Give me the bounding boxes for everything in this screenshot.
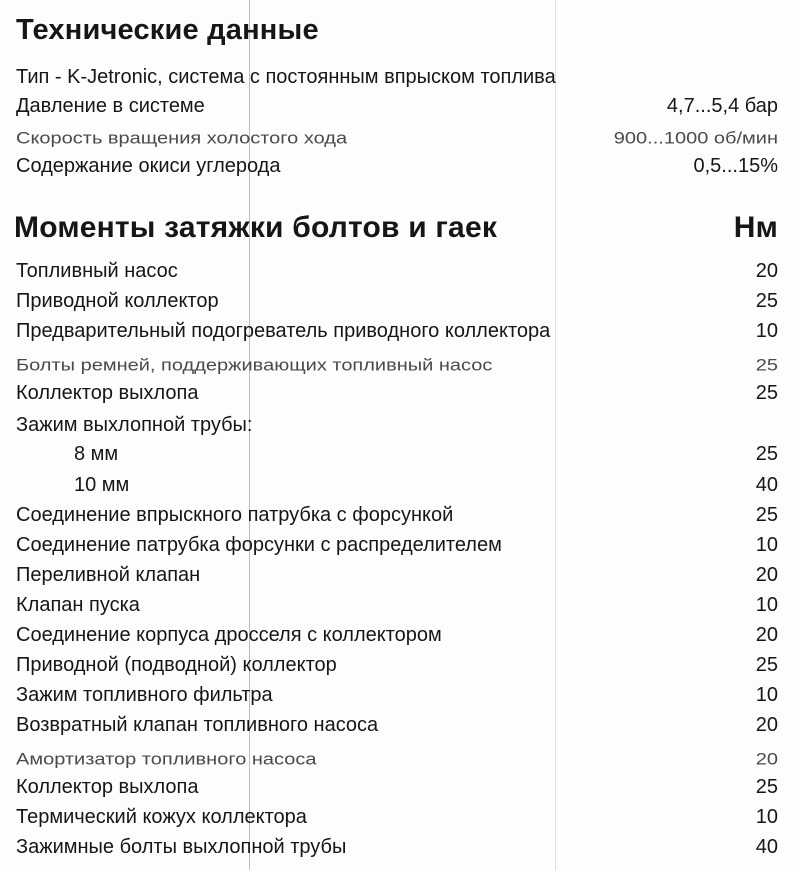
torque-row-value: 10 xyxy=(755,594,778,616)
torque-row xyxy=(16,378,778,408)
tech-row-label: Давление в системе xyxy=(16,95,205,117)
torque-row-value: 20 xyxy=(755,260,778,282)
torque-row-value: 25 xyxy=(755,355,778,375)
torque-row-value: 40 xyxy=(755,474,778,496)
torque-row xyxy=(16,410,778,440)
torque-row-label: Соединение впрыскного патрубка с форсункой xyxy=(16,504,454,526)
torque-row-label: Зажим топливного фильтра xyxy=(16,684,273,706)
torque-row-label: Топливный насос xyxy=(16,260,178,282)
torque-row-value: 10 xyxy=(755,806,778,828)
technical-data-title: Технические данные xyxy=(16,14,319,46)
torque-row-value: 25 xyxy=(755,382,778,404)
torque-row-value: 25 xyxy=(755,654,778,676)
torque-unit: Нм xyxy=(733,211,778,244)
torque-row-label: Соединение патрубка форсунки с распределителем xyxy=(16,534,502,556)
torque-row xyxy=(16,742,778,772)
torque-row-value: 10 xyxy=(755,320,778,342)
torque-row-label: Амортизатор топливного насоса xyxy=(16,749,317,769)
tech-row-value: 4,7...5,4 бар xyxy=(666,95,778,117)
torque-row-value: 20 xyxy=(755,624,778,646)
torque-row-label: Возвратный клапан топливного насоса xyxy=(16,714,379,736)
torque-row xyxy=(16,590,778,620)
tech-row-label: Скорость вращения холостого хода xyxy=(16,128,348,148)
torque-row-value: 25 xyxy=(755,443,778,465)
tech-row xyxy=(16,151,778,181)
torque-row-value: 10 xyxy=(755,534,778,556)
torque-row xyxy=(16,348,778,378)
torque-row xyxy=(16,439,778,469)
torque-row-label: Предварительный подогреватель приводного коллектора xyxy=(16,320,551,342)
torque-row xyxy=(16,710,778,740)
torque-row-value: 25 xyxy=(755,504,778,526)
torque-row xyxy=(16,500,778,530)
tech-row xyxy=(16,91,778,121)
torque-row xyxy=(16,772,778,802)
torque-row-value: 25 xyxy=(755,290,778,312)
torque-row xyxy=(16,470,778,500)
torque-title: Моменты затяжки болтов и гаек xyxy=(14,211,498,244)
torque-row-label: Зажимные болты выхлопной трубы xyxy=(16,836,347,858)
torque-row xyxy=(16,650,778,680)
torque-row-label: Коллектор выхлопа xyxy=(16,382,199,404)
torque-row-label: Болты ремней, поддерживающих топливный насос xyxy=(16,355,493,375)
torque-row xyxy=(16,620,778,650)
tech-row-value: 900...1000 об/мин xyxy=(613,128,778,148)
tech-row-label: Содержание окиси углерода xyxy=(16,155,281,177)
torque-row-value: 20 xyxy=(755,749,778,769)
torque-row xyxy=(16,560,778,590)
torque-row-label: Коллектор выхлопа xyxy=(16,776,199,798)
torque-row-value: 20 xyxy=(755,714,778,736)
torque-row-label: Клапан пуска xyxy=(16,594,140,616)
tech-row-value: 0,5...15% xyxy=(693,155,778,177)
torque-row xyxy=(16,832,778,862)
torque-row-label: Термический кожух коллектора xyxy=(16,806,307,828)
torque-row xyxy=(16,316,778,346)
torque-row-label: 8 мм xyxy=(74,443,119,465)
torque-row xyxy=(16,530,778,560)
torque-row-value: 10 xyxy=(755,684,778,706)
tech-row xyxy=(16,62,778,92)
torque-row-value: 40 xyxy=(755,836,778,858)
torque-row-label: Зажим выхлопной трубы: xyxy=(16,414,253,436)
torque-row xyxy=(16,802,778,832)
torque-row-value: 25 xyxy=(755,776,778,798)
tech-row xyxy=(16,121,778,151)
torque-row xyxy=(16,680,778,710)
torque-row-label: 10 мм xyxy=(74,474,130,496)
torque-row-label: Переливной клапан xyxy=(16,564,201,586)
torque-row-value: 20 xyxy=(755,564,778,586)
torque-row-label: Соединение корпуса дросселя с коллектором xyxy=(16,624,442,646)
tech-row-label: Тип - K-Jetronic, система с постоянным впрыском топлива xyxy=(16,66,556,88)
torque-row-label: Приводной коллектор xyxy=(16,290,219,312)
torque-row-label: Приводной (подводной) коллектор xyxy=(16,654,337,676)
torque-row xyxy=(16,286,778,316)
torque-row xyxy=(16,256,778,286)
